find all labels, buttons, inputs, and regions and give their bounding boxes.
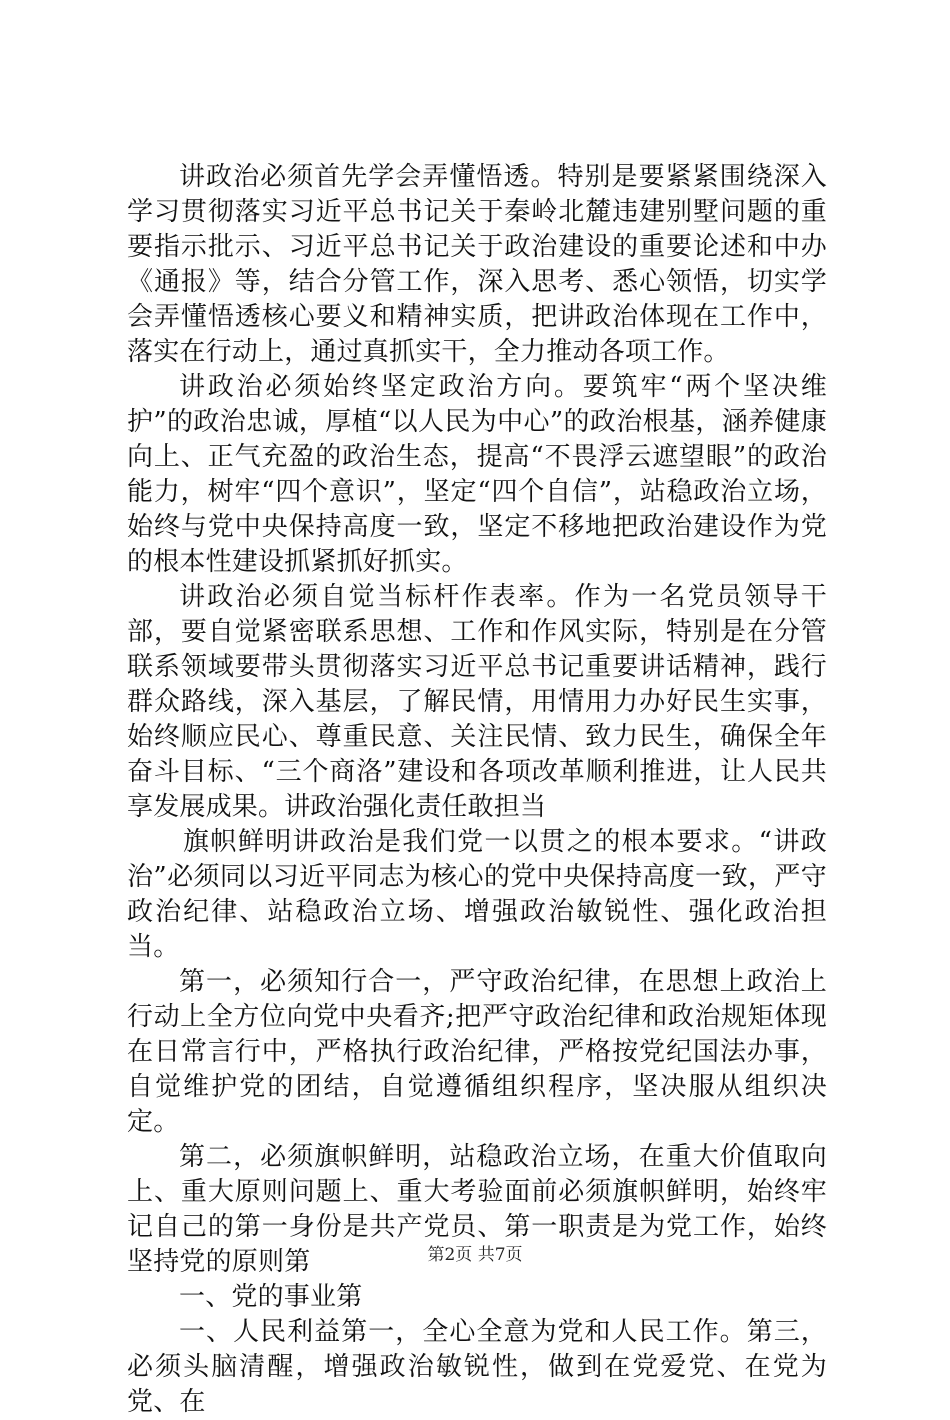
document-body — [127, 160, 827, 1420]
paragraph-5: 第一，必须知行合一，严守政治纪律，在思想上政治上行动上全方位向党中央看齐;把严守政治纪律和政治规矩体现在日常言行中，严格执行政治纪律，严格按党纪国法办事，自觉维护党的团结，自觉遵循组织程序，坚决服从组织决定。 — [127, 967, 827, 1137]
paragraph-8: 一、人民利益第一，全心全意为党和人民工作。第三，必须头脑清醒，增强政治敏锐性，做到在党爱党、在党为党、在 — [127, 1317, 827, 1417]
paragraph-3: 讲政治必须自觉当标杆作表率。作为一名党员领导干部，要自觉紧密联系思想、工作和作风实际，特别是在分管联系领域要带头贯彻落实习近平总书记重要讲话精神，践行群众路线，深入基层，了解民情，用情用力办好民生实事，始终顺应民心、尊重民意、关注民情、致力民生，确保全年奋斗目标、“三个商洛”建设和各项改革顺利推进，让人民共享发展成果。讲政治强化责任敢担当 — [127, 582, 827, 822]
page-footer: 第2页 共7页 — [427, 1245, 523, 1265]
paragraph-1: 讲政治必须首先学会弄懂悟透。特别是要紧紧围绕深入学习贯彻落实习近平总书记关于秦岭北麓违建别墅问题的重要指示批示、习近平总书记关于政治建设的重要论述和中办《通报》等，结合分管工作，深入思考、悉心领悟，切实学会弄懂悟透核心要义和精神实质，把讲政治体现在工作中，落实在行动上，通过真抓实干，全力推动各项工作。 — [127, 162, 827, 367]
paragraph-2: 讲政治必须始终坚定政治方向。要筑牢“两个坚决维护”的政治忠诚，厚植“以人民为中心”的政治根基，涵养健康向上、正气充盈的政治生态，提高“不畏浮云遮望眼”的政治能力，树牢“四个意识”，坚定“四个自信”，站稳政治立场，始终与党中央保持高度一致，坚定不移地把政治建设作为党的根本性建设抓紧抓好抓实。 — [127, 372, 827, 577]
paragraph-6: 第二，必须旗帜鲜明，站稳政治立场，在重大价值取向上、重大原则问题上、重大考验面前必须旗帜鲜明，始终牢记自己的第一身份是共产党员、第一职责是为党工作，始终坚持党的原则第 — [127, 1142, 827, 1277]
paragraph-4: 旗帜鲜明讲政治是我们党一以贯之的根本要求。“讲政治”必须同以习近平同志为核心的党中央保持高度一致，严守政治纪律、站稳政治立场、增强政治敏锐性、强化政治担当。 — [127, 827, 827, 962]
paragraph-7: 一、党的事业第 — [179, 1282, 363, 1312]
